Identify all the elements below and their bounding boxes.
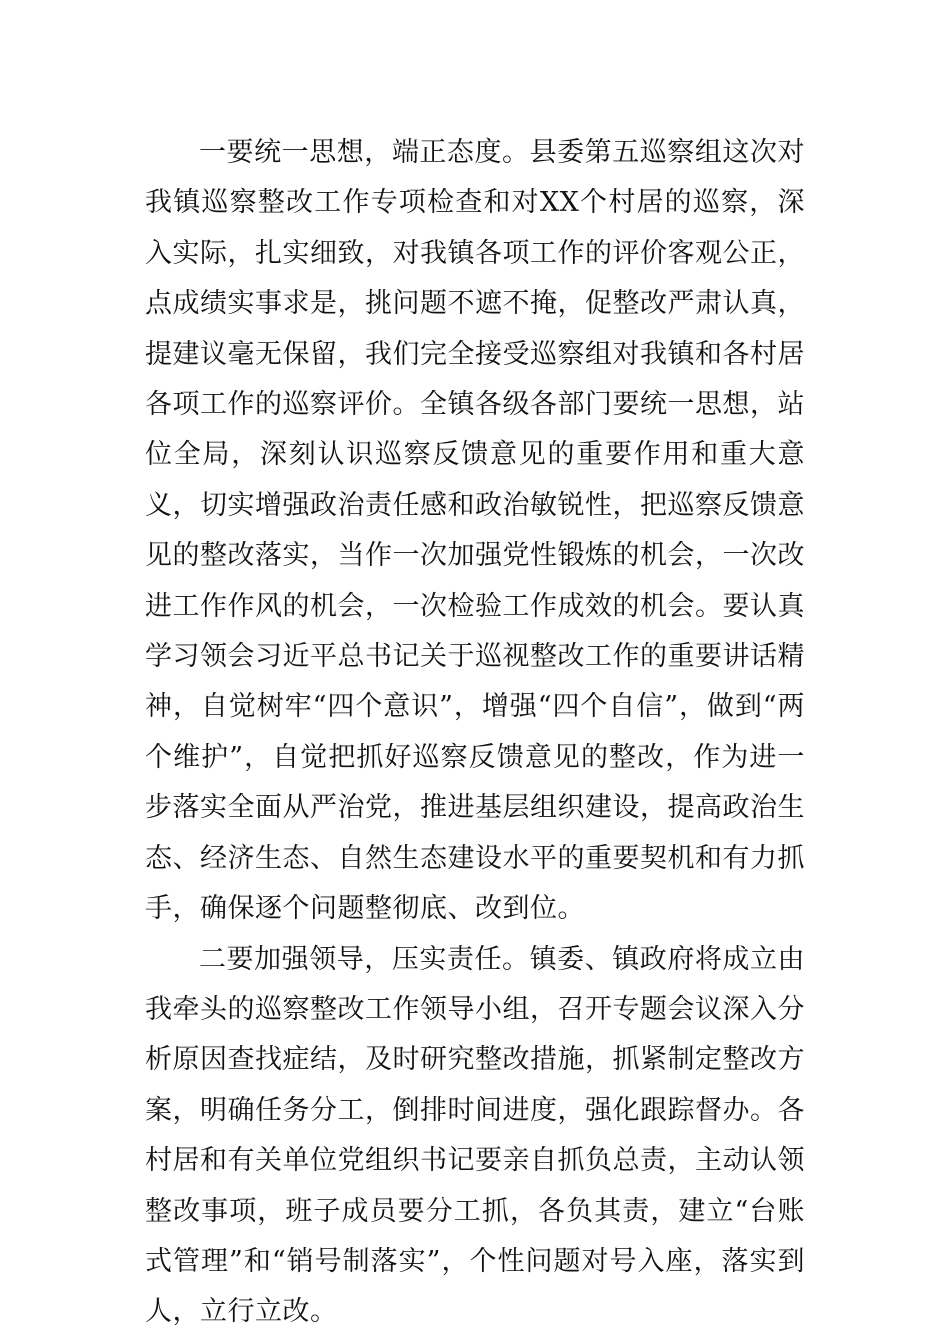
paragraph-strengthen-leadership: 二要加强领导，压实责任。镇委、镇政府将成立由我牵头的巡察整改工作领导小组，召开专题会议深入分析原因查找症结，及时研究整改措施，抓紧制定整改方案，明确任务分工，倒排时间进度，强化跟踪督办。各村居和有关单位党组织书记要亲自抓负总责，主动认领整改事项，班子成员要分工抓，各负其责，建立“台账式管理”和“销号制落实”，个性问题对号入座，落实到人，立行立改。 — [145, 943, 805, 1328]
document-body — [145, 128, 805, 1338]
paragraph-unify-thinking: 一要统一思想，端正态度。县委第五巡察组这次对我镇巡察整改工作专项检查和对XX个村居的巡察，深入实际，扎实细致，对我镇各项工作的评价客观公正，点成绩实事求是，挑问题不遮不掩，促整改严肃认真，提建议毫无保留，我们完全接受巡察组对我镇和各村居各项工作的巡察评价。全镇各级各部门要统一思想，站位全局，深刻认识巡察反馈意见的重要作用和重大意义，切实增强政治责任感和政治敏锐性，把巡察反馈意见的整改落实，当作一次加强党性锻炼的机会，一次改进工作作风的机会，一次检验工作成效的机会。要认真学习领会习近平总书记关于巡视整改工作的重要讲话精神，自觉树牢“四个意识”，增强“四个自信”，做到“两个维护”，自觉把抓好巡察反馈意见的整改，作为进一步落实全面从严治党，推进基层组织建设，提高政治生态、经济生态、自然生态建设水平的重要契机和有力抓手，确保逐个问题整彻底、改到位。 — [145, 137, 805, 925]
